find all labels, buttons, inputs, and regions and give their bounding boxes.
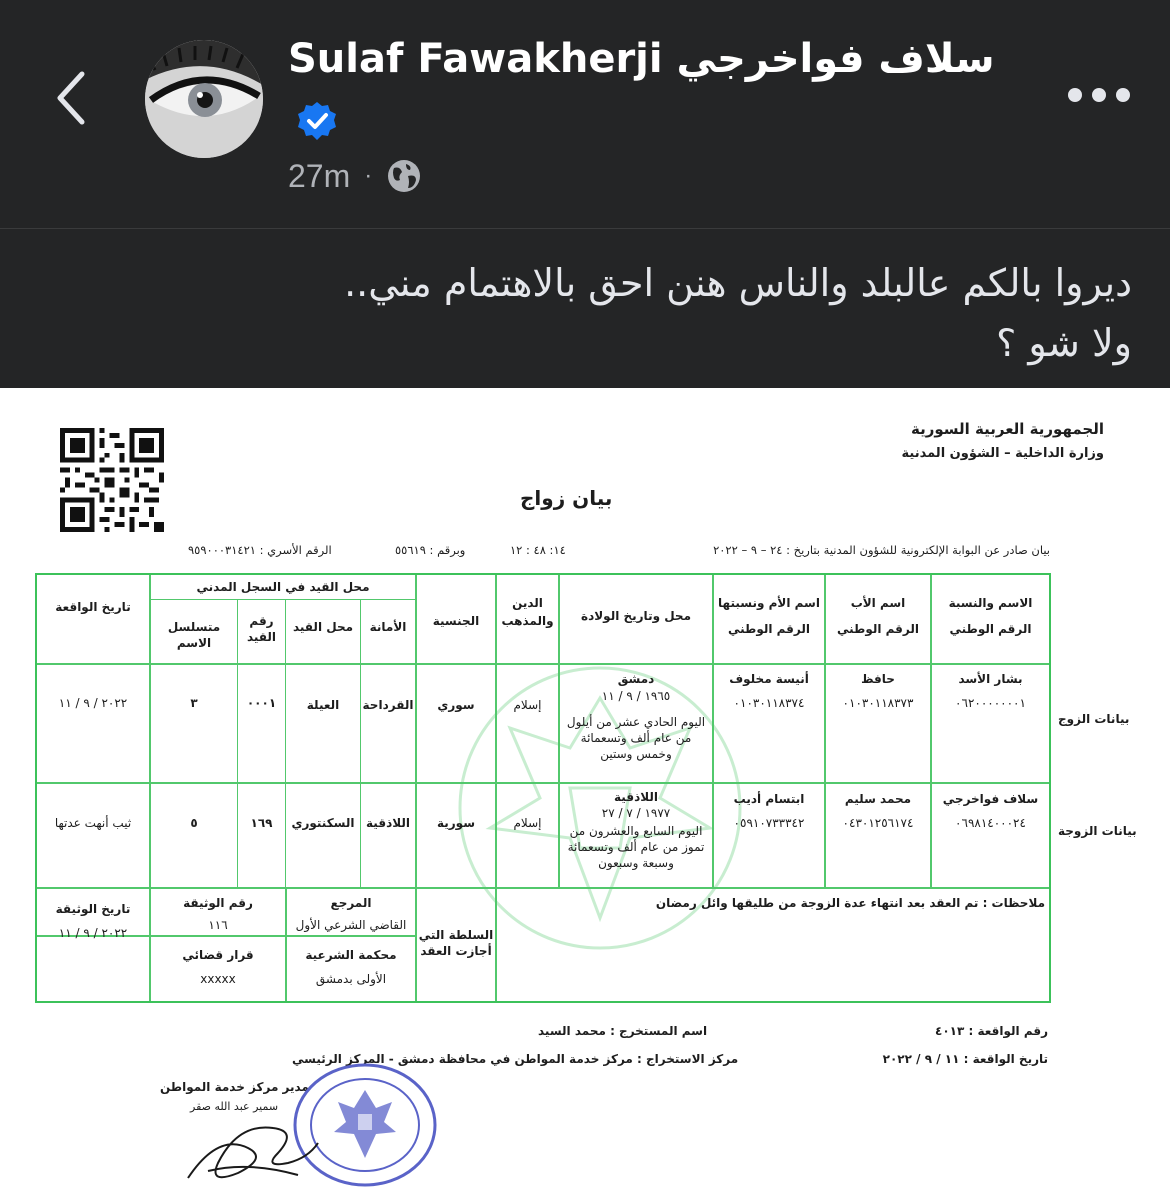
caption-line-1: ديروا بالكم عالبلد والناس هنن احق بالاهتمام مني.. bbox=[344, 261, 1132, 305]
family-number: الرقم الأسري : ٩٥٩٠٠٠٣١٤٢١ bbox=[188, 543, 332, 557]
republic-heading: الجمهورية العربية السورية bbox=[911, 420, 1104, 438]
authority-label: السلطة التي bbox=[418, 928, 494, 942]
wife-seq: ٥ bbox=[190, 816, 198, 830]
qr-code bbox=[59, 428, 165, 532]
authority-label-2: أجازت العقد bbox=[420, 944, 492, 958]
header-father-id: الرقم الوطني bbox=[836, 622, 919, 636]
wife-birth-words-2: تموز من عام ألف وتسعمائة bbox=[567, 840, 705, 854]
header-mother-id: الرقم الوطني bbox=[727, 622, 810, 636]
avatar[interactable] bbox=[145, 40, 263, 158]
header-reg-no: رقم bbox=[249, 614, 274, 628]
wife-birth-place: اللاذقية bbox=[614, 790, 658, 804]
court-label: محكمة الشرعية bbox=[305, 948, 397, 962]
signature bbox=[178, 1103, 328, 1188]
wife-national-id: ٠٦٩٨١٤٠٠٠٢٤ bbox=[955, 816, 1026, 830]
document-title: بيان زواج bbox=[520, 486, 613, 510]
reference-label: المرجع bbox=[330, 896, 372, 910]
husband-name: بشار الأسد bbox=[958, 672, 1023, 686]
marriage-record-table bbox=[35, 573, 1051, 1003]
document-date-label: تاريخ الوثيقة bbox=[55, 902, 131, 916]
husband-seq: ٣ bbox=[190, 696, 198, 710]
header-name-id: الرقم الوطني bbox=[949, 622, 1032, 636]
document-number-value: ١١٦ bbox=[208, 918, 228, 932]
husband-nationality: سوري bbox=[437, 698, 475, 712]
header-religion: الدين bbox=[512, 596, 543, 610]
header-sect: والمذهب bbox=[501, 614, 554, 628]
notes: ملاحظات : تم العقد بعد انتهاء عدة الزوجة من طليقها وائل رمضان bbox=[655, 896, 1045, 910]
wife-event-date: ثيب أنهت عدتها bbox=[54, 816, 132, 830]
court-value: الأولى بدمشق bbox=[315, 972, 387, 986]
header-amana: الأمانة bbox=[369, 620, 407, 634]
husband-father: حافظ bbox=[861, 672, 895, 686]
extractor-name: اسم المستخرج : محمد السيد bbox=[538, 1024, 708, 1038]
globe-icon bbox=[386, 158, 422, 194]
wife-name: سلاف فواخرجي bbox=[942, 792, 1039, 806]
wife-birth-words-1: اليوم السابع والعشرون من bbox=[569, 824, 703, 838]
wife-reg-no: ١٦٩ bbox=[250, 816, 273, 830]
more-options-icon[interactable] bbox=[1068, 88, 1130, 104]
wife-birth-date: ١٩٧٧ / ٧ / ٢٧ bbox=[601, 806, 671, 820]
header-mother: اسم الأم ونسبتها bbox=[718, 596, 820, 610]
post-meta bbox=[288, 155, 422, 197]
document-number-label: رقم الوثيقة bbox=[183, 896, 253, 910]
husband-row-label: بيانات الزوج bbox=[1058, 712, 1130, 726]
header-reg-no-2: القيد bbox=[246, 630, 277, 644]
verified-badge-icon bbox=[297, 101, 337, 141]
wife-mother: ابتسام أديب bbox=[733, 792, 805, 806]
marriage-certificate-image[interactable] bbox=[0, 388, 1170, 1190]
husband-amana: القرداحة bbox=[362, 698, 414, 712]
husband-birth-words-3: وخمس وستين bbox=[600, 747, 672, 761]
manager-title: مدير مركز خدمة المواطن bbox=[160, 1080, 309, 1094]
wife-mother-id: ٠٥٩١٠٧٣٣٣٤٢ bbox=[733, 816, 805, 830]
event-number: رقم الواقعة : ٤٠١٣ bbox=[935, 1024, 1048, 1038]
husband-birth-words-2: من عام ألف وتسعمائة bbox=[580, 731, 692, 745]
header-nationality: الجنسية bbox=[432, 614, 480, 628]
meta-separator: · bbox=[364, 162, 373, 189]
header-registry: محل القيد في السجل المدني bbox=[196, 580, 370, 594]
manager-name: سمير عبد الله صقر bbox=[190, 1100, 279, 1113]
issue-statement: بيان صادر عن البوابة الإلكترونية للشؤون المدنية بتاريخ : ٢٤ – ٩ – ٢٠٢٢ bbox=[713, 543, 1050, 557]
header-name: الاسم والنسبة bbox=[948, 596, 1033, 610]
post-caption bbox=[0, 228, 1170, 388]
husband-birth-date: ١٩٦٥ / ٩ / ١١ bbox=[601, 689, 671, 703]
ruling-label: قرار قضائي bbox=[182, 948, 254, 962]
wife-reg-place: السكنتوري bbox=[291, 816, 355, 830]
ministry-heading: وزارة الداخلية – الشؤون المدنية bbox=[901, 446, 1104, 461]
husband-birth-place: دمشق bbox=[617, 672, 655, 686]
wife-father-id: ٠٤٣٠١٢٥٦١٧٤ bbox=[842, 816, 914, 830]
husband-religion: إسلام bbox=[513, 698, 542, 712]
husband-birth-words-1: اليوم الحادي عشر من أيلول bbox=[566, 715, 706, 729]
extract-center: مركز الاستخراج : مركز خدمة المواطن في محافظة دمشق - المركز الرئيسي bbox=[292, 1052, 739, 1066]
issue-number: وبرقم : ٥٥٦١٩ bbox=[395, 543, 466, 557]
husband-event-date: ٢٠٢٢ / ٩ / ١١ bbox=[58, 696, 128, 710]
husband-father-id: ٠١٠٣٠١١٨٣٧٣ bbox=[842, 696, 914, 710]
wife-nationality: سورية bbox=[436, 816, 475, 830]
wife-amana: اللاذقية bbox=[366, 816, 410, 830]
post-header bbox=[0, 0, 1170, 228]
document-date-value: ٢٠٢٢ / ٩ / ١١ bbox=[58, 926, 128, 940]
husband-mother: أنيسة مخلوف bbox=[729, 672, 809, 686]
wife-birth-words-3: وسبعة وسبعون bbox=[598, 856, 674, 870]
caption-line-2: ولا شو ؟ bbox=[996, 321, 1132, 365]
event-date-footer: تاريخ الواقعة : ١١ / ٩ / ٢٠٢٢ bbox=[882, 1052, 1048, 1066]
header-seq: متسلسل الاسم bbox=[167, 620, 221, 650]
reference-value: القاضي الشرعي الأول bbox=[295, 918, 407, 932]
issue-time: ١٤: ٤٨ : ١٢ bbox=[510, 543, 566, 557]
author-name[interactable]: Sulaf Fawakherji سلاف فواخرجي bbox=[288, 36, 995, 82]
husband-reg-no: ٠٠٠١ bbox=[246, 696, 277, 710]
chevron-left-icon[interactable] bbox=[50, 68, 94, 128]
wife-religion: إسلام bbox=[513, 816, 542, 830]
header-reg-place: محل القيد bbox=[292, 620, 354, 634]
husband-mother-id: ٠١٠٣٠١١٨٣٧٤ bbox=[733, 696, 805, 710]
header-event-date: تاريخ الواقعة bbox=[55, 600, 131, 614]
ruling-value: xxxxx bbox=[200, 972, 236, 986]
post-time[interactable]: 27m bbox=[288, 157, 351, 194]
header-father: اسم الأب bbox=[850, 596, 906, 610]
wife-row-label: بيانات الزوجة bbox=[1058, 824, 1137, 838]
husband-national-id: ٠٦٢٠٠٠٠٠٠٠١ bbox=[955, 696, 1026, 710]
husband-reg-place: العيلة bbox=[306, 698, 340, 712]
wife-father: محمد سليم bbox=[844, 792, 912, 806]
header-birth: محل وتاريخ الولادة bbox=[581, 609, 691, 623]
